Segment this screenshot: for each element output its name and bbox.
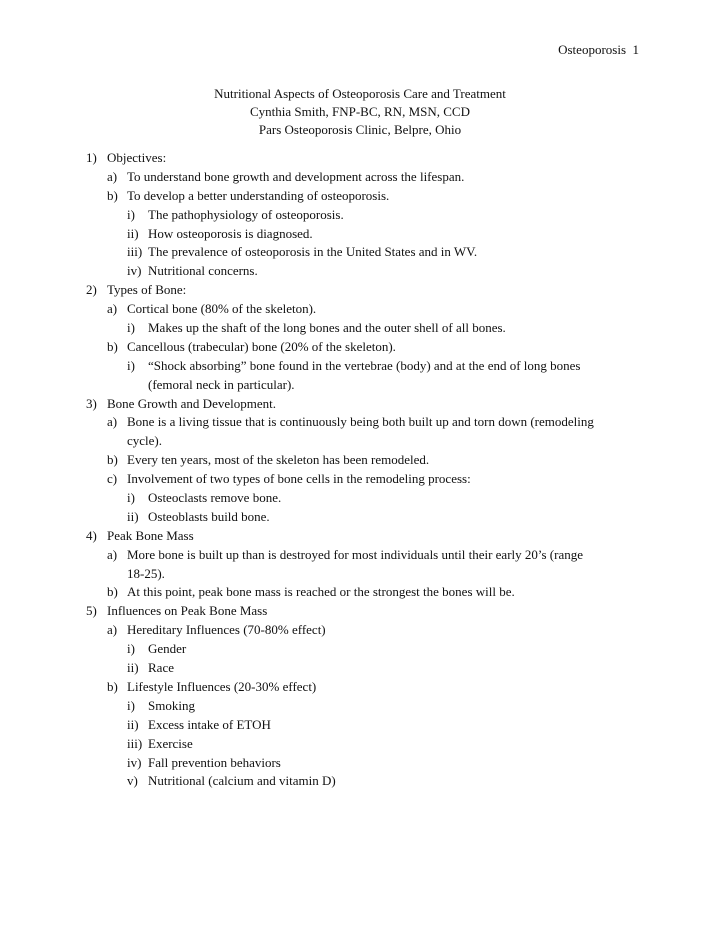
outline-item: [0, 602, 720, 621]
outline-item: [0, 546, 720, 565]
list-marker: a): [107, 301, 118, 317]
page-number: 1: [632, 42, 639, 57]
outline-item: [0, 716, 720, 735]
list-text: Influences on Peak Bone Mass: [107, 603, 268, 619]
list-marker: b): [107, 338, 118, 354]
list-marker: i): [127, 641, 135, 657]
list-marker: i): [127, 206, 135, 222]
list-marker: b): [107, 678, 118, 694]
list-marker: ii): [127, 716, 139, 732]
outline-item: [0, 319, 720, 338]
list-marker: iv): [127, 754, 142, 770]
list-marker: i): [127, 320, 135, 336]
list-text: Hereditary Influences (70-80% effect): [127, 622, 326, 638]
title-block: [0, 85, 720, 139]
outline-item: [0, 772, 720, 791]
list-text: The prevalence of osteoporosis in the United States and in WV.: [148, 244, 478, 260]
outline-item: [0, 640, 720, 659]
outline-list: [0, 149, 720, 791]
list-text: Nutritional concerns.: [148, 263, 258, 279]
list-text: Objectives:: [107, 150, 167, 165]
outline-item: [0, 678, 720, 697]
list-marker: 1): [86, 150, 97, 165]
document-title: Nutritional Aspects of Osteoporosis Care and Treatment: [214, 86, 506, 101]
list-marker: a): [107, 546, 118, 562]
list-marker: a): [107, 414, 118, 430]
outline-item: [0, 168, 720, 187]
list-marker: b): [107, 187, 118, 203]
outline-item-continuation: [0, 432, 720, 451]
list-marker: b): [107, 452, 118, 468]
outline-item: [0, 338, 720, 357]
list-marker: 4): [86, 527, 97, 543]
list-text: More bone is built up than is destroyed for most individuals until their early 20’s (range: [127, 546, 584, 562]
affiliation-line: Pars Osteoporosis Clinic, Belpre, Ohio: [258, 122, 462, 137]
list-text: Fall prevention behaviors: [148, 754, 281, 770]
list-marker: iii): [127, 735, 143, 751]
list-marker: i): [127, 490, 135, 506]
list-text: Excess intake of ETOH: [148, 716, 271, 732]
list-marker: 5): [86, 603, 97, 619]
list-marker: 3): [86, 395, 97, 411]
outline-item: [0, 527, 720, 546]
author-line: Cynthia Smith, FNP-BC, RN, MSN, CCD: [250, 104, 470, 119]
outline-item: [0, 413, 720, 432]
list-text: Lifestyle Influences (20-30% effect): [127, 678, 317, 694]
list-text: Nutritional (calcium and vitamin D): [148, 773, 336, 789]
list-marker: ii): [127, 660, 139, 676]
list-marker: i): [127, 697, 135, 713]
outline-item: [0, 395, 720, 414]
outline-item: [0, 243, 720, 262]
list-marker: iii): [127, 244, 143, 260]
list-text: The pathophysiology of osteoporosis.: [148, 206, 344, 222]
list-text: Types of Bone:: [107, 282, 187, 298]
outline-item: [0, 489, 720, 508]
outline-item-continuation: [0, 376, 720, 395]
list-text: “Shock absorbing” bone found in the vertebrae (body) and at the end of long bones: [148, 357, 581, 373]
running-head-title: Osteoporosis: [558, 42, 626, 57]
outline-item: [0, 697, 720, 716]
list-text: Exercise: [148, 735, 193, 751]
outline-item: [0, 659, 720, 678]
outline-item: [0, 621, 720, 640]
list-marker: a): [107, 168, 118, 184]
list-marker: i): [127, 357, 135, 373]
list-marker: c): [107, 471, 118, 487]
list-text: (femoral neck in particular).: [148, 376, 295, 392]
list-text: Involvement of two types of bone cells in the remodeling process:: [127, 471, 471, 487]
outline-item: [0, 583, 720, 602]
list-text: Osteoclasts remove bone.: [148, 490, 282, 506]
list-marker: 2): [86, 282, 97, 298]
outline-item: [0, 508, 720, 527]
outline-item-continuation: [0, 565, 720, 584]
list-text: Bone is a living tissue that is continuously being both built up and torn down (remodeling: [127, 414, 594, 430]
outline-item: [0, 281, 720, 300]
list-text: Gender: [148, 641, 187, 657]
list-text: Peak Bone Mass: [107, 527, 194, 543]
list-text: cycle).: [127, 433, 163, 449]
list-text: Smoking: [148, 697, 195, 713]
list-text: At this point, peak bone mass is reached or the strongest the bones will be.: [127, 584, 515, 600]
list-text: Race: [148, 660, 174, 676]
list-text: Bone Growth and Development.: [107, 395, 276, 411]
list-marker: iv): [127, 263, 142, 279]
outline-item: [0, 300, 720, 319]
outline-item: [0, 735, 720, 754]
list-text: To develop a better understanding of osteoporosis.: [127, 187, 390, 203]
list-text: 18-25).: [127, 565, 165, 581]
list-text: Cortical bone (80% of the skeleton).: [127, 301, 317, 317]
outline-item: [0, 262, 720, 281]
list-marker: ii): [127, 225, 139, 241]
outline-item: [0, 754, 720, 773]
outline-item: [0, 149, 720, 168]
list-text: Osteoblasts build bone.: [148, 508, 270, 524]
outline-item: [0, 187, 720, 206]
list-text: Cancellous (trabecular) bone (20% of the skeleton).: [127, 338, 396, 354]
outline-item: [0, 206, 720, 225]
outline-item: [0, 357, 720, 376]
outline-item: [0, 225, 720, 244]
list-text: To understand bone growth and development across the lifespan.: [127, 168, 465, 184]
list-text: Makes up the shaft of the long bones and the outer shell of all bones.: [148, 320, 506, 336]
list-marker: ii): [127, 508, 139, 524]
outline-item: [0, 451, 720, 470]
list-marker: v): [127, 773, 138, 789]
list-text: How osteoporosis is diagnosed.: [148, 225, 313, 241]
running-header: [558, 42, 639, 58]
list-marker: b): [107, 584, 118, 600]
outline-item: [0, 470, 720, 489]
list-marker: a): [107, 622, 118, 638]
list-text: Every ten years, most of the skeleton has been remodeled.: [127, 452, 430, 468]
